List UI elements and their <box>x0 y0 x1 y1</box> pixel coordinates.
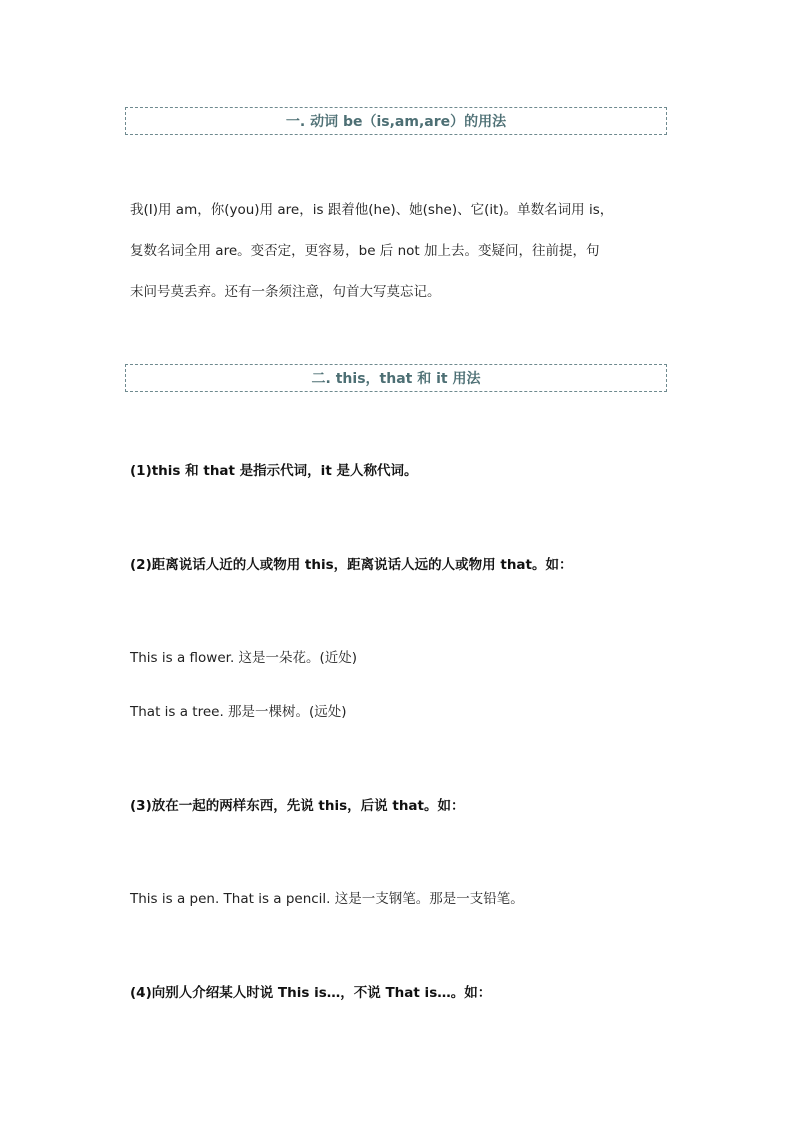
point-3: (3)放在一起的两样东西，先说 this，后说 that。如： <box>130 798 465 814</box>
example-3: This is a pen. That is a pencil. 这是一支钢笔。那是一支铅笔。 <box>130 891 524 907</box>
section-heading-1 <box>125 107 667 135</box>
section-title-2: 二. this，that 和 it 用法 <box>311 371 481 387</box>
section-title-1: 一. 动词 be（is,am,are）的用法 <box>285 114 507 130</box>
point-2: (2)距离说话人近的人或物用 this，距离说话人远的人或物用 that。如： <box>130 557 573 573</box>
example-2: That is a tree. 那是一棵树。(远处) <box>130 704 347 720</box>
point-1: (1)this 和 that 是指示代词，it 是人称代词。 <box>130 463 418 479</box>
paragraph-line: 末问号莫丢弃。还有一条须注意，句首大写莫忘记。 <box>130 284 441 300</box>
paragraph-line: 我(I)用 am，你(you)用 are，is 跟着他(he)、她(she)、它(it)。单数名词用 is， <box>130 202 614 218</box>
point-4: (4)向别人介绍某人时说 This is…，不说 That is…。如： <box>130 985 492 1001</box>
example-1: This is a flower. 这是一朵花。(近处) <box>130 650 358 666</box>
section-heading-2 <box>125 364 667 392</box>
paragraph-line: 复数名词全用 are。变否定，更容易，be 后 not 加上去。变疑问，往前提，句 <box>130 243 600 259</box>
be-usage-paragraph <box>130 190 670 313</box>
